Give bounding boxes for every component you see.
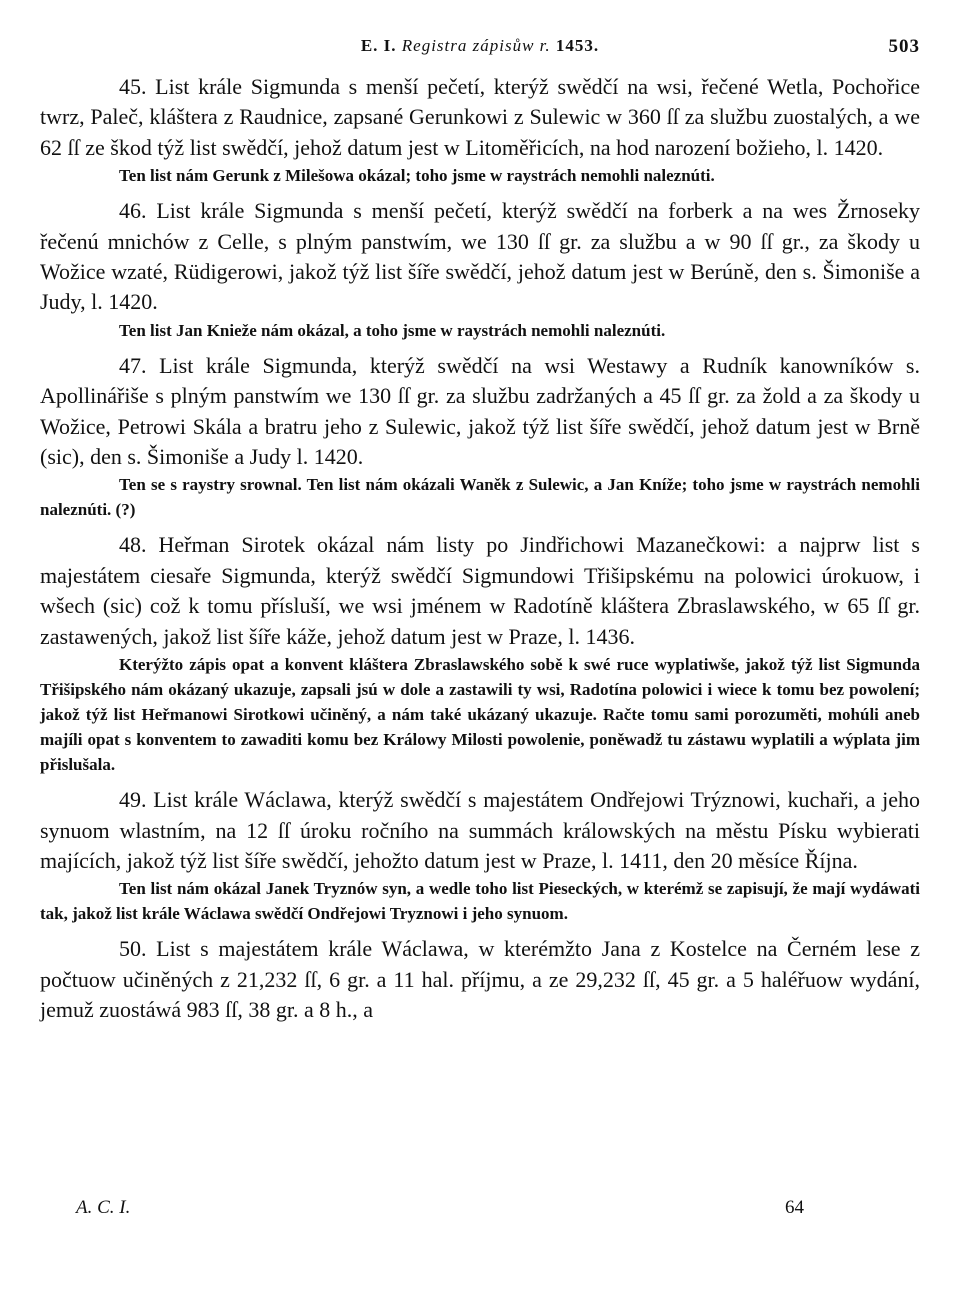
- entry-text: 50. List s majestátem krále Wáclawa, w kterémžto Jana z Kostelce na Černém lese z počtuow učiněných z 21,232 ſſ, 6 gr. a 11 hal. příjmu, a ze 29,232 ſſ, 45 gr. a 5 haléřuow wydání, jemuž zuostáwá 983 ſſ, 38 gr. a 8 h., a: [40, 936, 920, 1023]
- entry-46: [40, 196, 920, 343]
- entry-text: 47. List krále Sigmunda, kterýž swědčí na wsi Westawy a Rudník kanowníków s. Apollinářiše s plným panstwím we 130 ſſ gr. za službu zadržaných a 45 ſſ gr. za žold a za škody u Wožice, Petrowi Skála a bratru jeho z Sulewic, jakož týž list šíře swědčí, jehož datum jest w Brně (sic), den s. Šimoniše a Judy l. 1420.: [40, 352, 920, 470]
- running-prefix: E. I.: [360, 36, 397, 55]
- entry-50: [40, 934, 920, 1025]
- entry-note: Kterýžto zápis opat a konvent kláštera Zbraslawského sobě k swé ruce wyplatiwše, jakož týž list Sigmunda Třišipského nám okázaný ukazuje, zapsali jsú w dole a zastawili ty wsi, Radotína polowici i wiece k tomu bez powolení; jakož týž list Heřmanowi Sirotkowi učiněný, a nám také ukázaný ukazuje. Račte tomu sami porozuměti, mohúli aneb majíli opat s konventem to zawaditi komu bez Králowy Milosti powolenie, poněwadž tu zástawu wyplatili a wýplata jim přislušala.: [40, 655, 920, 775]
- entry-49: [40, 785, 920, 926]
- running-header: [40, 30, 920, 64]
- running-year: 1453.: [555, 36, 600, 55]
- entry-note: Ten list nám okázal Janek Tryznów syn, a wedle toho list Pieseckých, w kterémž se zapisují, že mají wydáwati tak, jakož list krále Wáclawa swědčí Ondřejowi Tryznowi i jeho synuom.: [40, 879, 920, 924]
- entry-note: Ten list Jan Knieže nám okázal, a toho jsme w raystrách nemohli naleznúti.: [119, 320, 666, 340]
- entry-text: 49. List krále Wáclawa, kterýž swědčí s majestátem Ondřejowi Trýznowi, kuchaři, a jeho synuom wlastním, na 12 ſſ úroku ročního na summách králowských na městu Písku wybierati majících, jakož týž list šíře swědčí, jehožto datum jest w Praze, l. 1411, den 20 měsíce Října.: [40, 787, 920, 873]
- entry-note: Ten list nám Gerunk z Milešowa okázal; toho jsme w raystrách nemohli naleznúti.: [119, 166, 715, 186]
- running-title: [40, 36, 920, 56]
- entry-text: 45. List krále Sigmunda s menší pečetí, kterýž swědčí na wsi, řečené Wetla, Pochořice twrz, Paleč, kláštera z Raudnice, zapsané Gerunkowi z Sulewic w 360 ſſ za službu zuostalých, a we 62 ſſ ze škod týž list swědčí, jehož datum jest w Litoměřicích, na hod narození božieho, l. 1420.: [40, 74, 920, 160]
- page-footer: [40, 1197, 920, 1223]
- entry-45: [40, 72, 920, 188]
- page-number: 503: [888, 36, 920, 57]
- running-title-text: Registra zápisůw r.: [401, 36, 551, 55]
- sheet-number: 64: [785, 1197, 804, 1218]
- entry-47: [40, 351, 920, 523]
- entry-text: 48. Heřman Sirotek okázal nám listy po Jindřichowi Mazanečkowi: a najprw list s majestátem ciesaře Sigmunda, kterýž swědčí Sigmundowi Třišipskému na polowici úrokuow, i wšech (sic) což k tomu přísluší, we wsi jménem w Radotíně kláštera Zbraslawského, w 65 ſſ gr. zastawených, jakož list šíře káže, jehož datum jest w Praze, l. 1436.: [40, 532, 920, 649]
- entry-text: 46. List krále Sigmunda s menší pečetí, kterýž swědčí na forberk a na wes Žrnoseky řečenú mnichów z Celle, s plným panstwím, we 130 ſſ gr. za službu a w 90 ſſ gr., za škody u Wožice wzaté, Rüdigerowi, jakož týž list šíře swědčí, jehož datum jest w Berúně, den s. Šimoniše a Judy, l. 1420.: [40, 198, 920, 315]
- entry-48: [40, 530, 920, 777]
- signature-mark: A. C. I.: [76, 1197, 131, 1218]
- entry-note: Ten se s raystry srownal. Ten list nám okázali Waněk z Sulewic, a Jan Kníže; toho jsme w raystrách nemohli naleznúti. (?): [40, 475, 920, 520]
- book-page: [40, 30, 920, 1260]
